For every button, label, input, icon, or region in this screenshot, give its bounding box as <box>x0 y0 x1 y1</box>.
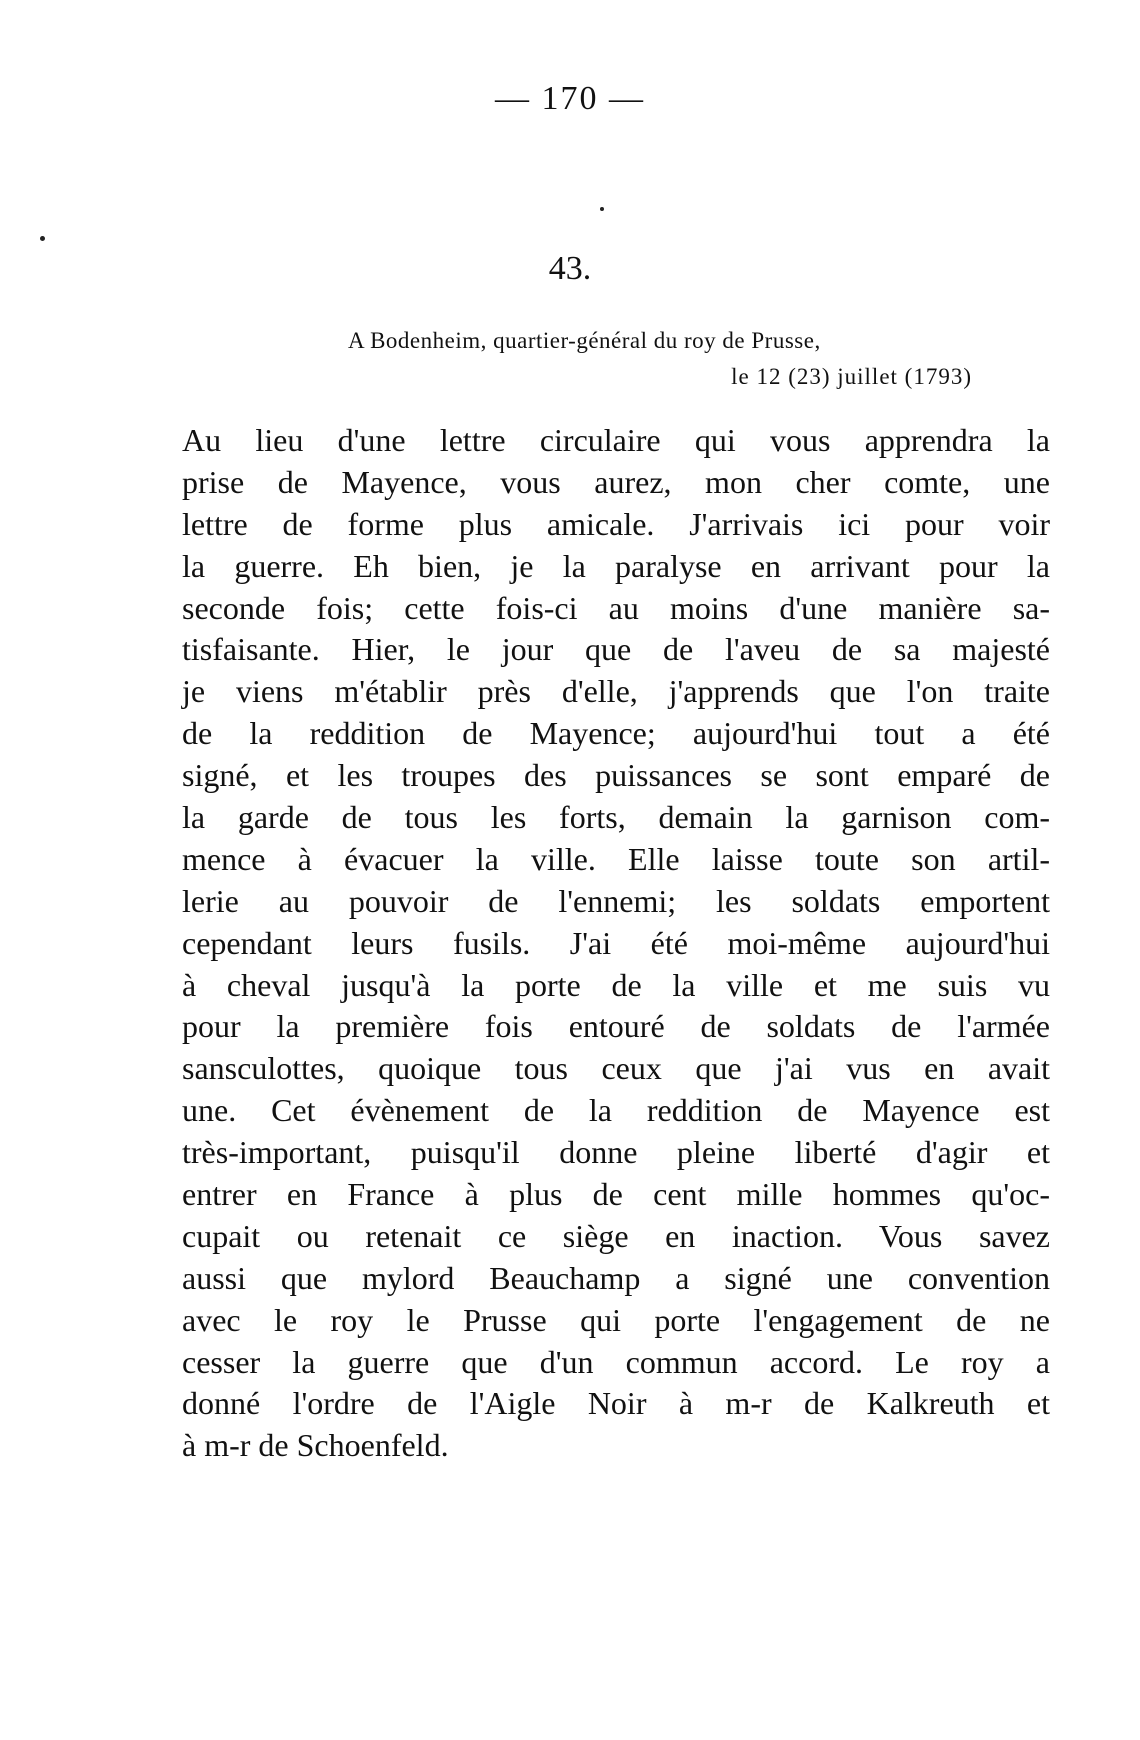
body-line: entrer en France à plus de cent mille hommes qu'oc- <box>182 1176 1050 1213</box>
body-line: seconde fois; cette fois-ci au moins d'une manière sa- <box>182 589 1050 626</box>
body-line: lettre de forme plus amicale. J'arrivais ici pour voir <box>182 505 1050 542</box>
body-line: prise de Mayence, vous aurez, mon cher comte, une <box>182 463 1050 500</box>
body-line: tisfaisante. Hier, le jour que de l'aveu de sa majesté <box>182 631 1050 668</box>
body-line: une. Cet évènement de la reddition de Mayence est <box>182 1092 1050 1129</box>
body-line: de la reddition de Mayence; aujourd'hui tout a été <box>182 715 1050 752</box>
body-line: à cheval jusqu'à la porte de la ville et me suis vu <box>182 966 1050 1003</box>
body-line: signé, et les troupes des puissances se sont emparé de <box>182 757 1050 794</box>
body-line: cupait ou retenait ce siège en inaction. Vous savez <box>182 1217 1050 1254</box>
body-line: la guerre. Eh bien, je la paralyse en arrivant pour la <box>182 547 1050 584</box>
body-line: lerie au pouvoir de l'ennemi; les soldats emportent <box>182 882 1050 919</box>
body-line: cesser la guerre que d'un commun accord. Le roy a <box>182 1343 1050 1380</box>
body-line: donné l'ordre de l'Aigle Noir à m-r de Kalkreuth et <box>182 1385 1050 1422</box>
body-line: à m-r de Schoenfeld. <box>182 1427 449 1464</box>
letter-body <box>182 420 1050 1467</box>
letter-header-place: A Bodenheim, quartier-général du roy de Prusse, <box>348 328 821 353</box>
letter-header-date: le 12 (23) juillet (1793) <box>731 364 972 389</box>
body-line: je viens m'établir près d'elle, j'apprends que l'on traite <box>182 673 1050 710</box>
body-line: la garde de tous les forts, demain la garnison com- <box>182 799 1050 836</box>
body-line: aussi que mylord Beauchamp a signé une convention <box>182 1259 1050 1296</box>
speck-2 <box>600 207 604 211</box>
body-line: Au lieu d'une lettre circulaire qui vous apprendra la <box>182 422 1050 458</box>
body-line: mence à évacuer la ville. Elle laisse toute son artil- <box>182 840 1050 877</box>
body-line: sansculottes, quoique tous ceux que j'ai vus en avait <box>182 1050 1050 1087</box>
speck-1 <box>40 236 45 241</box>
body-line: très-important, puisqu'il donne pleine liberté d'agir et <box>182 1134 1050 1171</box>
page-number: — 170 — <box>495 80 645 117</box>
body-line: cependant leurs fusils. J'ai été moi-même aujourd'hui <box>182 924 1050 961</box>
letter-number: 43. <box>548 250 592 287</box>
body-line: avec le roy le Prusse qui porte l'engagement de ne <box>182 1301 1050 1338</box>
body-line: pour la première fois entouré de soldats de l'armée <box>182 1008 1050 1045</box>
